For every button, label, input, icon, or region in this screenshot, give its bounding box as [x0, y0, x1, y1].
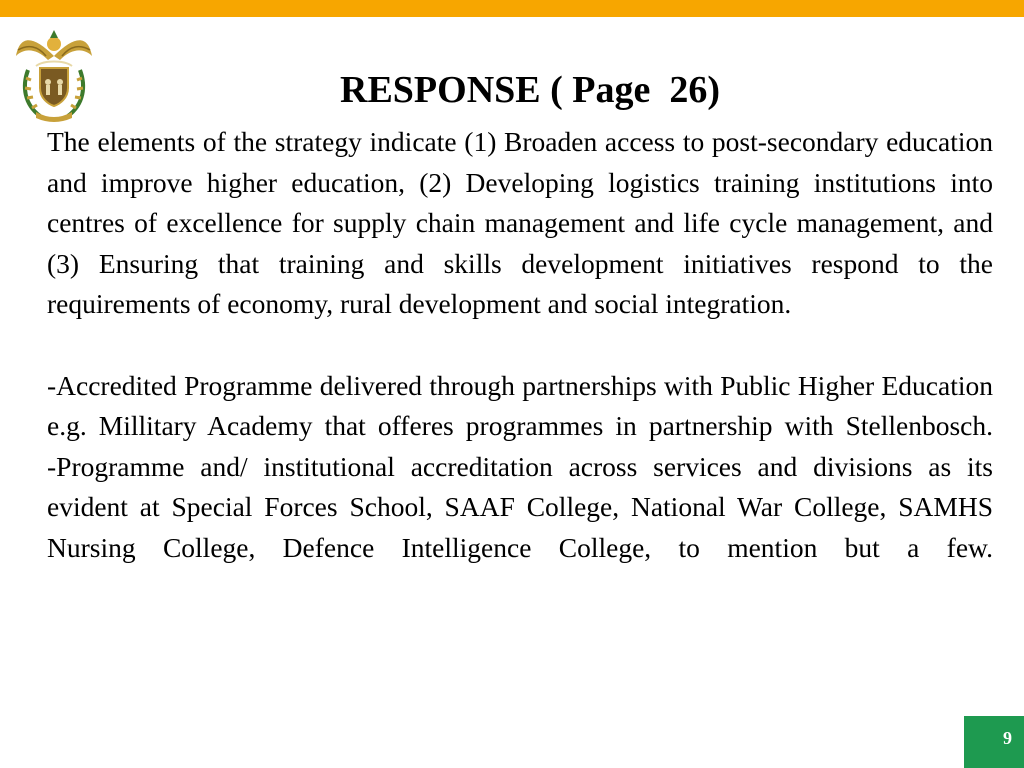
paragraph-gap [47, 325, 993, 366]
accredited-programme-paragraph: -Accredited Programme delivered through partnerships with Public Higher Education e.g. Millitary Academy that offeres programmes in partnership with Stellenbosch. [47, 369, 993, 442]
slide-body [47, 122, 993, 569]
page-number-badge: 9 [964, 716, 1024, 768]
top-accent-bar [0, 0, 1024, 17]
slide-title: RESPONSE ( Page 26) [340, 69, 720, 111]
institutional-accreditation-paragraph: -Programme and/ institutional accreditation across services and divisions as its evident at Special Forces School, SAAF College, National War College, SAMHS Nursing College, Defence Intelligence College, to mention but a few. [47, 450, 993, 563]
strategy-paragraph: The elements of the strategy indicate (1) Broaden access to post-secondary education and improve higher education, (2) Developing logistics training institutions into centres of excellence for supply chain management and life cycle management, and (3) Ensuring that training and skills development initiatives respond to the requirements of economy, rural development and social integration. [47, 126, 993, 320]
